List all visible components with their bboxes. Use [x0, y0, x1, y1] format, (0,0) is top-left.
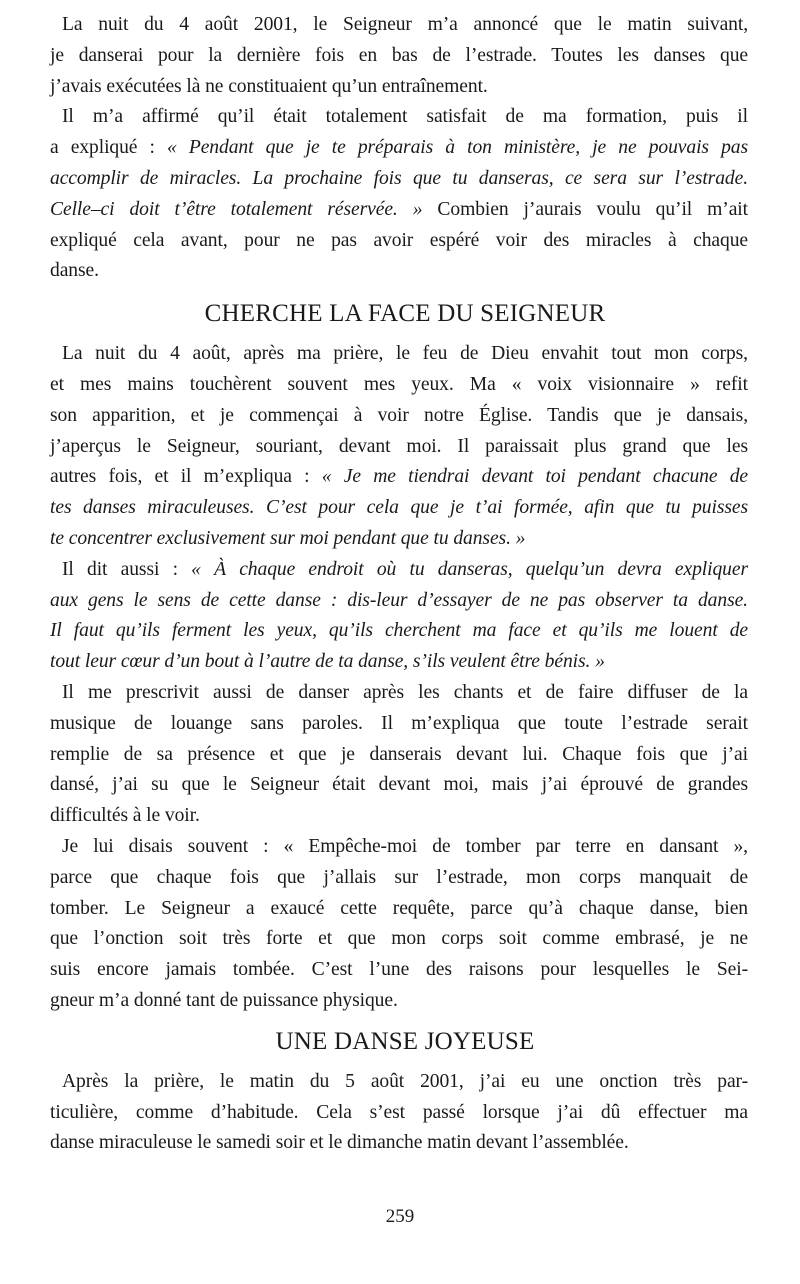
- text-line: [50, 524, 748, 555]
- text-line: [50, 616, 748, 647]
- text-line: [50, 133, 748, 164]
- text-line: [50, 586, 748, 617]
- body-text: tomber. Le Seigneur a exaucé cette requête, parce qu’à chaque danse, bien: [50, 897, 748, 919]
- text-line: [50, 770, 748, 801]
- body-text: danse.: [50, 260, 99, 282]
- quoted-italic-text: aux gens le sens de cette danse : dis-leur d’essayer de ne pas observer ta danse.: [50, 589, 748, 611]
- paragraph: [50, 10, 748, 102]
- body-text: son apparition, et je commençai à voir notre Église. Tandis que je dansais,: [50, 404, 748, 426]
- paragraph: [50, 102, 748, 287]
- text-line: [62, 555, 748, 586]
- body-text: expliqué cela avant, pour ne pas avoir espéré voir des miracles à chaque: [50, 229, 748, 251]
- quoted-italic-text: Il faut qu’ils ferment les yeux, qu’ils cherchent ma face et qu’ils me louent de: [50, 620, 748, 642]
- text-line: [50, 401, 748, 432]
- quoted-italic-text: « Pendant que je te préparais à ton ministère, je ne pouvais pas: [167, 137, 748, 159]
- quoted-italic-text: te concentrer exclusivement sur moi pendant que tu danses. »: [50, 527, 526, 549]
- body-text: Combien j’aurais voulu qu’il m’ait: [422, 198, 748, 220]
- section-heading: UNE DANSE JOYEUSE: [275, 1027, 535, 1055]
- text-line: [50, 709, 748, 740]
- paragraph: [50, 555, 748, 678]
- text-line: [50, 72, 748, 103]
- text-line: [50, 894, 748, 925]
- text-line: [50, 164, 748, 195]
- paragraph: [50, 339, 748, 555]
- text-line: [50, 41, 748, 72]
- body-text: et mes mains touchèrent souvent mes yeux. Ma « voix visionnaire » refit: [50, 373, 748, 395]
- text-line: [50, 432, 748, 463]
- body-text: musique de louange sans paroles. Il m’expliqua que toute l’estrade serait: [50, 712, 748, 734]
- quoted-italic-text: accomplir de miracles. La prochaine fois que tu danseras, ce sera sur l’estrade.: [50, 167, 748, 189]
- text-line: [50, 986, 748, 1017]
- text-line: [50, 924, 748, 955]
- quoted-italic-text: « Je me tiendrai devant toi pendant chacune de: [321, 466, 748, 488]
- text-line: [50, 493, 748, 524]
- text-line: [62, 102, 748, 133]
- text-line: [50, 226, 748, 257]
- body-text: difficultés à le voir.: [50, 805, 200, 827]
- text-line: [50, 256, 748, 287]
- quoted-italic-text: tout leur cœur d’un bout à l’autre de ta danse, s’ils veulent être bénis. »: [50, 651, 605, 673]
- body-text: j’avais exécutées là ne constituaient qu’un entraînement.: [50, 75, 488, 97]
- paragraph: [50, 678, 748, 832]
- text-line: [50, 1098, 748, 1129]
- body-text: dansé, j’ai su que le Seigneur était devant moi, mais j’ai éprouvé de grandes: [50, 774, 748, 796]
- section-heading: CHERCHE LA FACE DU SEIGNEUR: [204, 300, 606, 328]
- body-text: ticulière, comme d’habitude. Cela s’est passé lorsque j’ai dû effectuer ma: [50, 1101, 748, 1123]
- quoted-italic-text: tes danses miraculeuses. C’est pour cela que je t’ai formée, afin que tu puisses: [50, 497, 748, 519]
- body-text: parce que chaque fois que j’allais sur l’estrade, mon corps manquait de: [50, 866, 748, 888]
- text-line: [50, 647, 748, 678]
- text-line: [50, 462, 748, 493]
- text-line: [50, 740, 748, 771]
- quoted-italic-text: Celle–ci doit t’être totalement réservée. »: [50, 198, 423, 220]
- text-line: [50, 195, 748, 226]
- text-line: [62, 832, 748, 863]
- body-text: remplie de sa présence et que je danserais devant lui. Chaque fois que j’ai: [50, 743, 748, 765]
- body-text: danse miraculeuse le samedi soir et le dimanche matin devant l’assemblée.: [50, 1132, 629, 1154]
- body-text: La nuit du 4 août 2001, le Seigneur m’a annoncé que le matin suivant,: [62, 14, 748, 35]
- body-text: j’aperçus le Seigneur, souriant, devant moi. Il paraissait plus grand que les: [50, 435, 748, 457]
- quoted-italic-text: « À chaque endroit où tu danseras, quelqu’un devra expliquer: [191, 558, 748, 580]
- text-line: [62, 1067, 748, 1098]
- body-text: a expliqué :: [50, 137, 168, 159]
- body-text: Je lui disais souvent : « Empêche-moi de tomber par terre en dansant »,: [62, 835, 748, 857]
- body-text: Après la prière, le matin du 5 août 2001, j’ai eu une onction très par-: [62, 1070, 748, 1092]
- text-line: [50, 801, 748, 832]
- body-text: Il dit aussi :: [62, 558, 192, 580]
- body-text: La nuit du 4 août, après ma prière, le feu de Dieu envahit tout mon corps,: [62, 343, 748, 365]
- body-text: gneur m’a donné tant de puissance physique.: [50, 989, 398, 1011]
- text-line: [50, 1128, 748, 1159]
- text-line: [62, 10, 748, 41]
- body-text: je danserai pour la dernière fois en bas de l’estrade. Toutes les danses que: [50, 44, 748, 66]
- body-text: que l’onction soit très forte et que mon corps soit comme embrasé, je ne: [50, 928, 748, 950]
- text-line: [50, 370, 748, 401]
- body-text: suis encore jamais tombée. C’est l’une des raisons pour lesquelles le Sei-: [50, 959, 748, 981]
- text-line: [62, 678, 748, 709]
- text-line: [50, 863, 748, 894]
- paragraph: [50, 832, 748, 1017]
- body-text: Il m’a affirmé qu’il était totalement satisfait de ma formation, puis il: [62, 106, 748, 128]
- paragraph: [50, 1067, 748, 1159]
- text-line: [50, 955, 748, 986]
- body-text: autres fois, et il m’expliqua :: [50, 466, 322, 488]
- text-line: [62, 339, 748, 370]
- page-number: 259: [385, 1206, 415, 1227]
- book-page: [50, 10, 748, 1159]
- body-text: Il me prescrivit aussi de danser après les chants et de faire diffuser de la: [62, 681, 748, 703]
